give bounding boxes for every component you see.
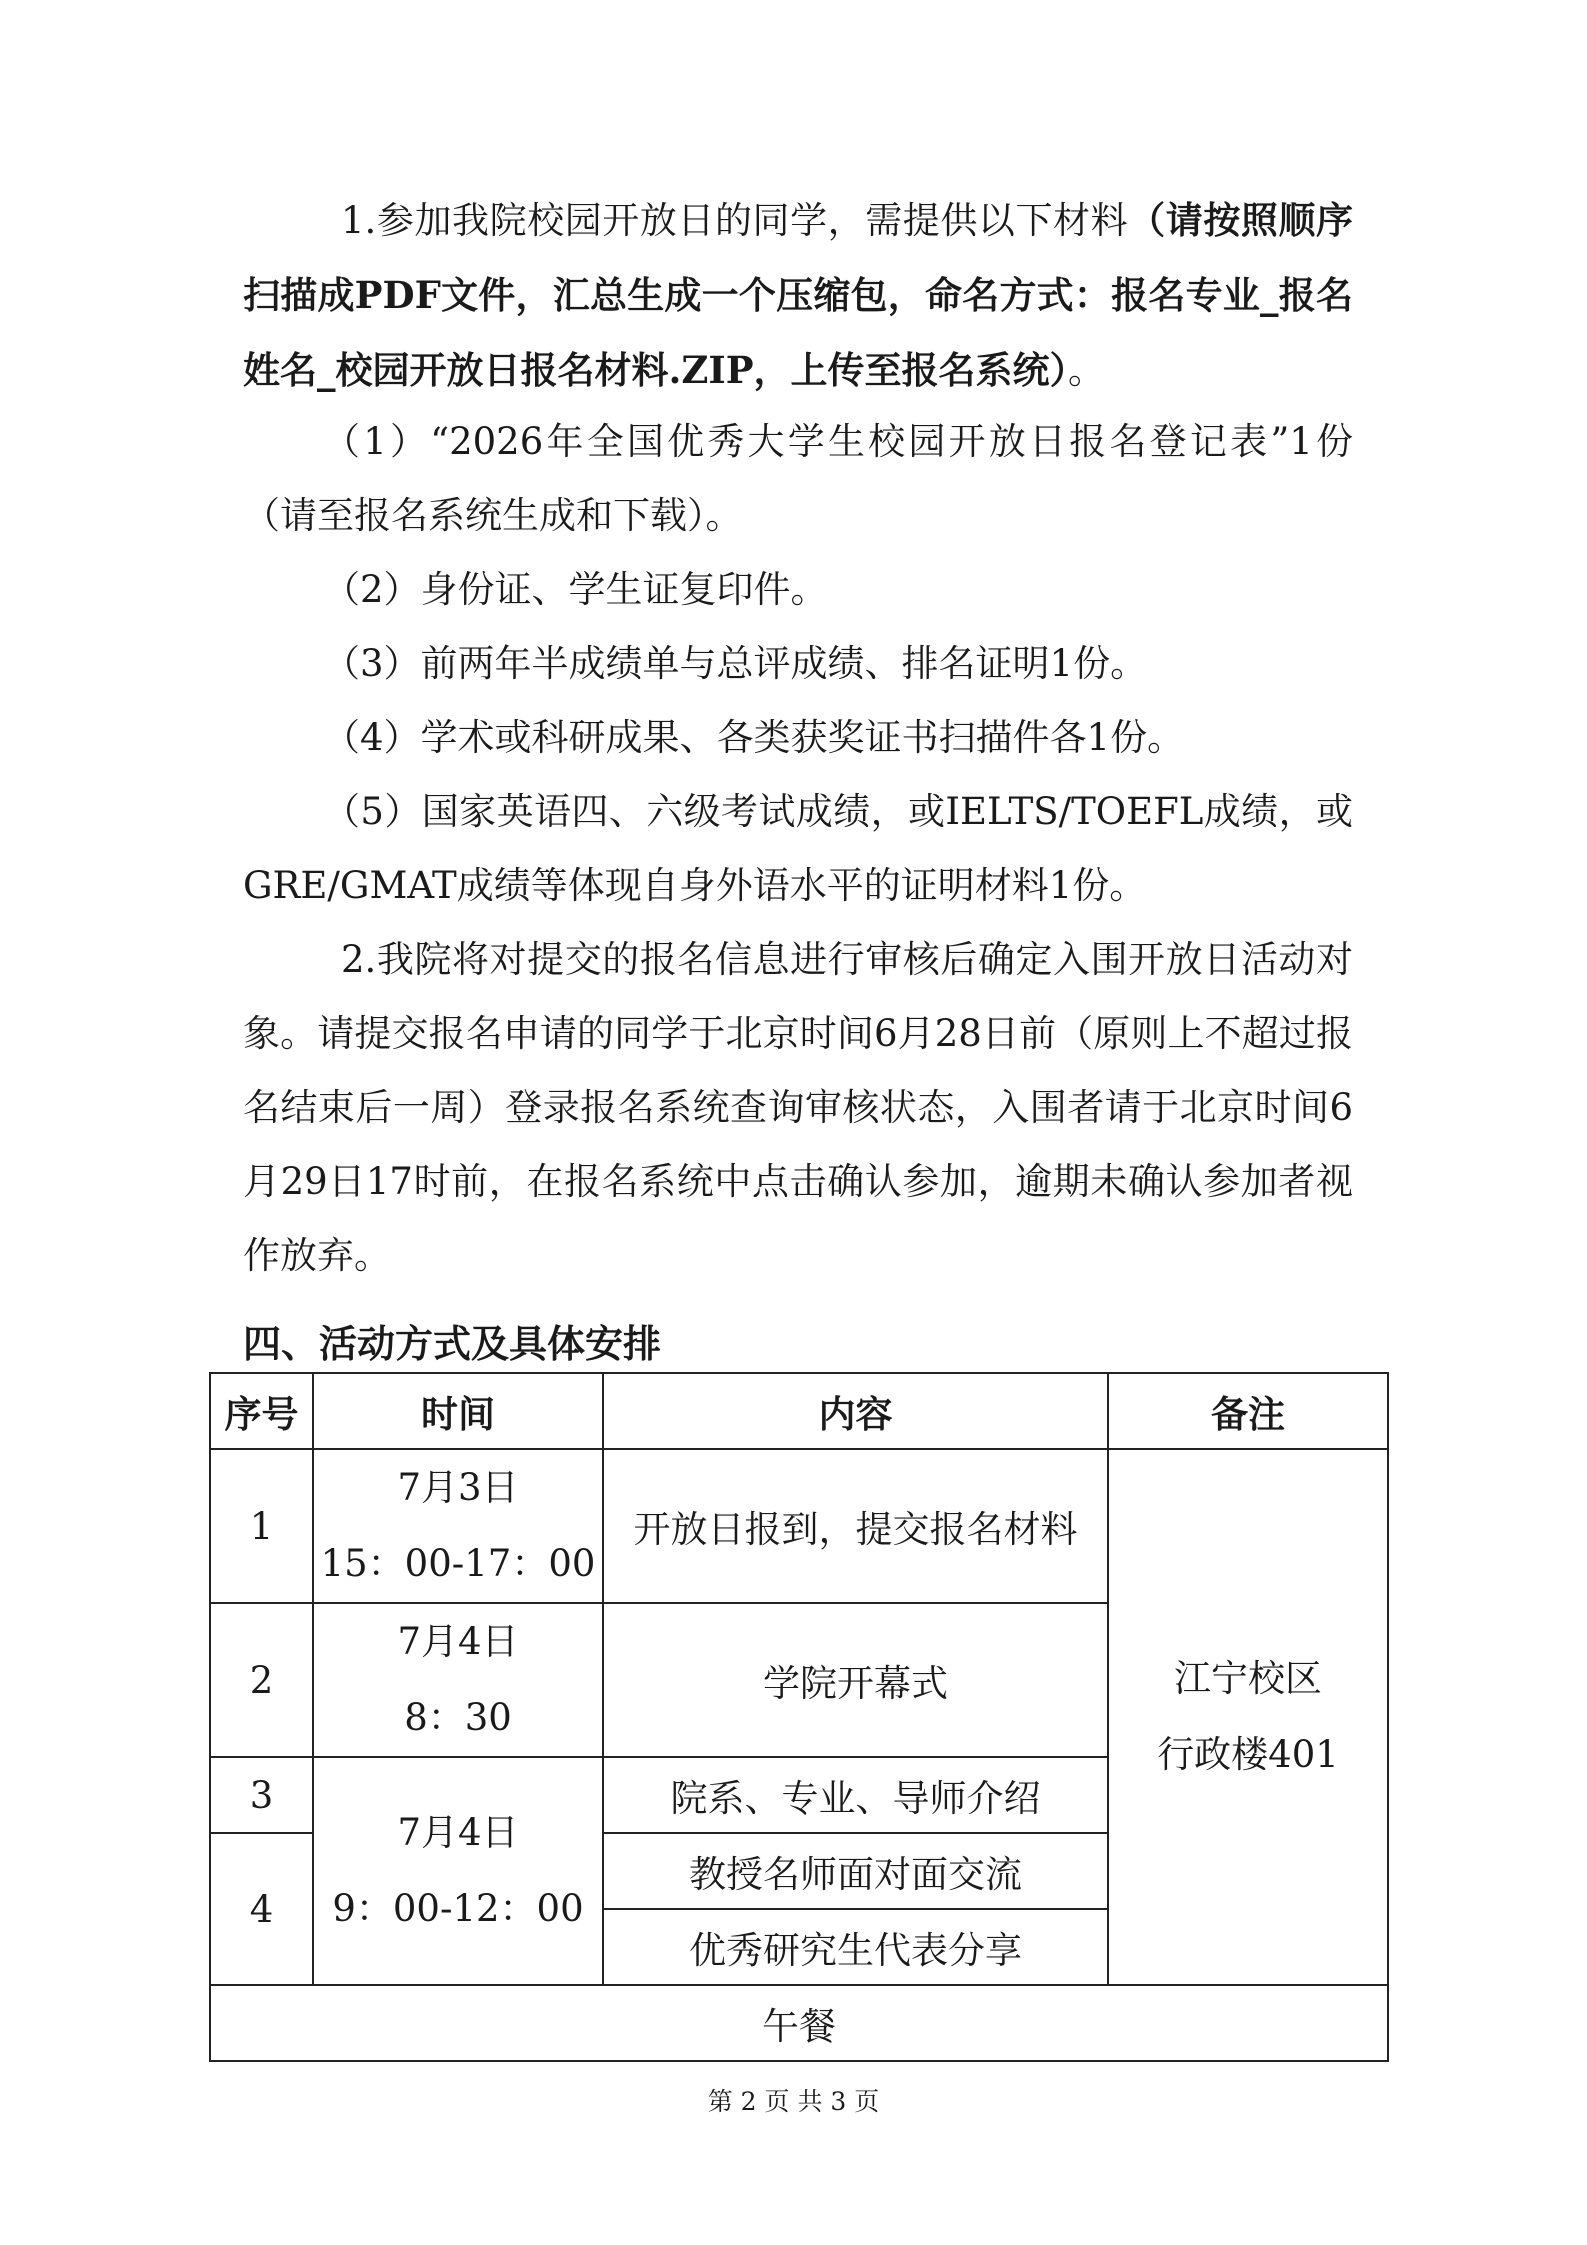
remark-building: 行政楼401 xyxy=(1157,1733,1339,1776)
header-cell-time: 时间 xyxy=(313,1373,603,1449)
time-cell xyxy=(313,1757,603,1985)
list-item-2: （2）身份证、学生证复印件。 xyxy=(323,568,828,611)
list-item-4: （4）学术或科研成果、各类获奖证书扫描件各1份。 xyxy=(323,716,1185,759)
header-cell-remark: 备注 xyxy=(1108,1373,1388,1449)
list-item-1: （1）“2026年全国优秀大学生校园开放日报名登记表”1份（请至报名系统生成和下载）。 xyxy=(243,420,1353,537)
content-cell: 优秀研究生代表分享 xyxy=(603,1909,1108,1985)
paragraph-1-number: 1. xyxy=(341,199,377,242)
row-number-cell: 4 xyxy=(210,1833,313,1985)
list-item-3: （3）前两年半成绩单与总评成绩、排名证明1份。 xyxy=(323,642,1148,685)
header-cell-content: 内容 xyxy=(603,1373,1108,1449)
remark-campus: 江宁校区 xyxy=(1174,1657,1322,1700)
table-row xyxy=(210,1449,1388,1603)
row-number-cell: 1 xyxy=(210,1449,313,1603)
paragraph-1-text: 参加我院校园开放日的同学，需提供以下材料 xyxy=(376,199,1129,242)
time-cell xyxy=(313,1603,603,1757)
time-cell xyxy=(313,1449,603,1603)
time-date: 7月4日 xyxy=(397,1811,519,1854)
time-range: 9：00-12：00 xyxy=(332,1887,584,1930)
row-number-cell: 2 xyxy=(210,1603,313,1757)
section-heading: 四、活动方式及具体安排 xyxy=(243,1321,662,1366)
row-number-cell: 3 xyxy=(210,1757,313,1833)
page-footer: 第 2 页 共 3 页 xyxy=(707,2087,880,2116)
content-cell: 开放日报到，提交报名材料 xyxy=(603,1449,1108,1603)
lunch-row xyxy=(210,1985,1388,2061)
schedule-table xyxy=(209,1372,1389,2062)
content-cell: 教授名师面对面交流 xyxy=(603,1833,1108,1909)
list-item-5: （5）国家英语四、六级考试成绩，或IELTS/TOEFL成绩，或GRE/GMAT成绩等体现自身外语水平的证明材料1份。 xyxy=(243,790,1353,907)
paragraph-1 xyxy=(243,183,1353,408)
content-cell: 学院开幕式 xyxy=(603,1603,1108,1757)
table-header-row xyxy=(210,1373,1388,1449)
paragraph-2: 2.我院将对提交的报名信息进行审核后确定入围开放日活动对象。请提交报名申请的同学于北京时间6月28日前（原则上不超过报名结束后一周）登录报名系统查询审核状态，入围者请于北京时间6月29日17时前，在报名系统中点击确认参加，逾期未确认参加者视作放弃。 xyxy=(243,938,1353,1277)
time-range: 15：00-17：00 xyxy=(320,1542,596,1585)
time-range: 8：30 xyxy=(404,1696,512,1739)
time-date: 7月3日 xyxy=(397,1466,519,1509)
header-cell-no: 序号 xyxy=(210,1373,313,1449)
lunch-cell: 午餐 xyxy=(210,1985,1388,2061)
time-date: 7月4日 xyxy=(397,1620,519,1663)
remark-cell xyxy=(1108,1449,1388,1985)
paragraph-1-end: 。 xyxy=(1068,349,1106,392)
content-cell: 院系、专业、导师介绍 xyxy=(603,1757,1108,1833)
paragraph-1-bold-text: （请按照顺序扫描成PDF文件，汇总生成一个压缩包，命名方式：报名专业_报名姓名_校园开放日报名材料.ZIP，上传至报名系统） xyxy=(243,198,1354,392)
